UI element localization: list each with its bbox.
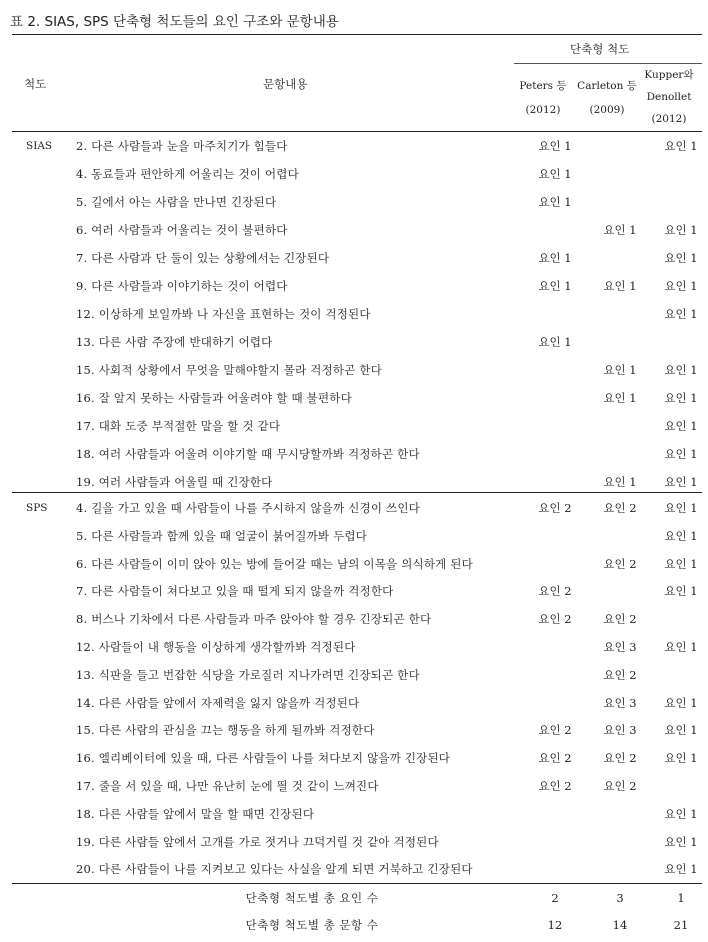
header-item: 문항내용 (263, 77, 308, 91)
item-cell: 18. 다른 사람들 앞에서 말을 할 때면 긴장된다 (76, 806, 315, 821)
carleton-cell: 요인 2 (603, 501, 637, 515)
table-row (12, 577, 702, 605)
kupper-total: 1 (677, 891, 685, 905)
item-cell: 19. 여러 사람들과 어울릴 때 긴장한다 (76, 475, 273, 489)
kupper-cell: 요인 1 (664, 695, 698, 710)
table-row (12, 412, 702, 440)
item-cell: 13. 다른 사람 주장에 반대하기 어렵다 (76, 335, 273, 349)
item-cell: 16. 잘 알지 못하는 사람들과 어울려야 할 때 불편하다 (76, 391, 352, 405)
carleton-total: 3 (616, 891, 624, 905)
peters-total: 12 (547, 918, 563, 932)
table-row (12, 384, 702, 412)
item-cell: 13. 식판을 들고 번잡한 식당을 가로질러 지나가려면 긴장되곤 한다 (76, 667, 420, 682)
kupper-total: 21 (673, 918, 689, 932)
header-col-b (572, 74, 642, 122)
header-col-c-line3: (2012) (651, 113, 687, 125)
kupper-cell: 요인 1 (664, 528, 698, 543)
carleton-cell: 요인 2 (603, 556, 637, 571)
kupper-cell: 요인 1 (664, 363, 698, 377)
carleton-cell: 요인 3 (603, 695, 637, 710)
item-cell: 17. 대화 도중 부적절한 말을 할 것 같다 (76, 419, 281, 433)
item-cell: 5. 다른 사람들과 함께 있을 때 얼굴이 붉어질까봐 두렵다 (76, 528, 368, 543)
peters-total: 2 (551, 891, 559, 905)
table-row (12, 828, 702, 856)
kupper-cell: 요인 1 (664, 723, 698, 738)
table-row (12, 356, 702, 384)
carleton-cell: 요인 1 (603, 223, 637, 237)
item-cell: 6. 여러 사람들과 어울리는 것이 불편하다 (76, 223, 288, 237)
table-row (12, 744, 702, 772)
table-row (12, 716, 702, 744)
item-cell: 20. 다른 사람들이 나를 지켜보고 있다는 사실을 알게 되면 거북하고 긴장된다 (76, 862, 473, 877)
peters-cell: 요인 1 (538, 251, 572, 265)
peters-cell: 요인 2 (538, 723, 572, 738)
kupper-cell: 요인 1 (664, 501, 698, 515)
kupper-cell: 요인 1 (664, 391, 698, 405)
peters-cell: 요인 2 (538, 501, 572, 515)
summary-label: 단축형 척도별 총 요인 수 (245, 891, 379, 905)
table-row (12, 800, 702, 828)
carleton-cell: 요인 3 (603, 723, 637, 738)
peters-cell: 요인 1 (538, 167, 572, 181)
kupper-cell: 요인 1 (664, 251, 698, 265)
kupper-cell: 요인 1 (664, 751, 698, 766)
kupper-cell: 요인 1 (664, 447, 698, 461)
table-row (12, 494, 702, 522)
table-row (12, 633, 702, 661)
item-cell: 15. 사회적 상황에서 무엇을 말해야할지 몰라 걱정하곤 한다 (76, 363, 382, 377)
carleton-cell: 요인 2 (603, 612, 637, 627)
scale-cell: SIAS (26, 140, 53, 152)
header-col-b-line1: Carleton 등 (577, 80, 637, 92)
carleton-cell: 요인 3 (603, 640, 637, 654)
kupper-cell: 요인 1 (664, 279, 698, 293)
table-row (12, 605, 702, 633)
item-cell: 4. 동료들과 편안하게 어울리는 것이 어렵다 (76, 167, 299, 181)
table-row (12, 772, 702, 800)
peters-cell: 요인 1 (538, 279, 572, 293)
kupper-cell: 요인 1 (664, 223, 698, 237)
kupper-cell: 요인 1 (664, 640, 698, 654)
table-row (12, 440, 702, 468)
table-row (12, 522, 702, 550)
peters-cell: 요인 1 (538, 195, 572, 209)
table-row (12, 300, 702, 328)
scale-cell: SPS (26, 502, 48, 514)
top-rule (12, 34, 702, 35)
kupper-cell: 요인 1 (664, 584, 698, 599)
summary-label: 단축형 척도별 총 문항 수 (245, 918, 379, 932)
item-cell: 7. 다른 사람과 단 둘이 있는 상황에서는 긴장된다 (76, 251, 330, 265)
peters-cell: 요인 2 (538, 751, 572, 766)
table-row (12, 188, 702, 216)
carleton-cell: 요인 1 (603, 391, 637, 405)
table-row (12, 272, 702, 300)
item-cell: 19. 다른 사람들 앞에서 고개를 가로 젓거나 끄덕거릴 것 같아 걱정된다 (76, 834, 439, 849)
header-group: 단축형 척도 (570, 42, 630, 56)
item-cell: 2. 다른 사람들과 눈을 마주치기가 힘들다 (76, 139, 288, 153)
table-row (12, 689, 702, 717)
summary-row (12, 884, 702, 912)
table-row (12, 661, 702, 689)
header-col-b-line2: (2009) (589, 104, 625, 116)
header-col-c (636, 64, 702, 130)
item-cell: 14. 다른 사람들 앞에서 자제력을 잃지 않을까 걱정된다 (76, 695, 360, 710)
header-col-a-line1: Peters 등 (519, 80, 567, 92)
carleton-cell: 요인 1 (603, 363, 637, 377)
table-row (12, 855, 702, 883)
item-cell: 12. 사람들이 내 행동을 이상하게 생각할까봐 걱정된다 (76, 640, 356, 654)
kupper-cell: 요인 1 (664, 475, 698, 489)
header-scale: 척도 (24, 77, 47, 91)
item-cell: 15. 다른 사람의 관심을 끄는 행동을 하게 될까봐 걱정한다 (76, 723, 375, 738)
table-row (12, 160, 702, 188)
item-cell: 8. 버스나 기차에서 다른 사람들과 마주 앉아야 할 경우 긴장되곤 한다 (76, 612, 432, 627)
item-cell: 16. 엘리베이터에 있을 때, 다른 사람들이 나를 쳐다보지 않을까 긴장된다 (76, 751, 451, 766)
table-row (12, 216, 702, 244)
kupper-cell: 요인 1 (664, 307, 698, 321)
item-cell: 12. 이상하게 보일까봐 나 자신을 표현하는 것이 걱정된다 (76, 307, 371, 321)
item-cell: 18. 여러 사람들과 어울려 이야기할 때 무시당할까봐 걱정하곤 한다 (76, 447, 420, 461)
peters-cell: 요인 1 (538, 335, 572, 349)
table-row (12, 244, 702, 272)
item-cell: 7. 다른 사람들이 쳐다보고 있을 때 떨게 되지 않을까 걱정한다 (76, 584, 394, 599)
carleton-cell: 요인 2 (603, 751, 637, 766)
item-cell: 4. 길을 가고 있을 때 사람들이 나를 주시하지 않을까 신경이 쓰인다 (76, 501, 420, 515)
peters-cell: 요인 2 (538, 779, 572, 793)
kupper-cell: 요인 1 (664, 806, 698, 821)
item-cell: 5. 길에서 아는 사람을 만나면 긴장된다 (76, 195, 277, 209)
item-cell: 9. 다른 사람들과 이야기하는 것이 어렵다 (76, 279, 288, 293)
peters-cell: 요인 2 (538, 612, 572, 627)
carleton-cell: 요인 2 (603, 667, 637, 682)
table-title: 표 2. SIAS, SPS 단축형 척도들의 요인 구조와 문항내용 (10, 14, 339, 30)
kupper-cell: 요인 1 (664, 834, 698, 849)
carleton-total: 14 (612, 918, 628, 932)
header-col-c-line1: Kupper와 (644, 69, 694, 81)
kupper-cell: 요인 1 (664, 862, 698, 877)
item-cell: 6. 다른 사람들이 이미 앉아 있는 방에 들어갈 때는 남의 이목을 의식하게 된다 (76, 556, 473, 571)
header-col-a (510, 74, 576, 122)
header-col-a-line2: (2012) (525, 104, 561, 116)
kupper-cell: 요인 1 (664, 139, 698, 153)
carleton-cell: 요인 2 (603, 779, 637, 793)
header-col-c-line2: Denollet (646, 91, 692, 103)
summary-row (12, 911, 702, 939)
table-row (12, 328, 702, 356)
carleton-cell: 요인 1 (603, 475, 637, 489)
kupper-cell: 요인 1 (664, 556, 698, 571)
section-rule (12, 492, 702, 493)
peters-cell: 요인 1 (538, 139, 572, 153)
peters-cell: 요인 2 (538, 584, 572, 599)
table-row (12, 550, 702, 578)
item-cell: 17. 줄을 서 있을 때, 나만 유난히 눈에 띌 것 같이 느껴진다 (76, 779, 379, 793)
carleton-cell: 요인 1 (603, 279, 637, 293)
table-row (12, 132, 702, 160)
kupper-cell: 요인 1 (664, 419, 698, 433)
